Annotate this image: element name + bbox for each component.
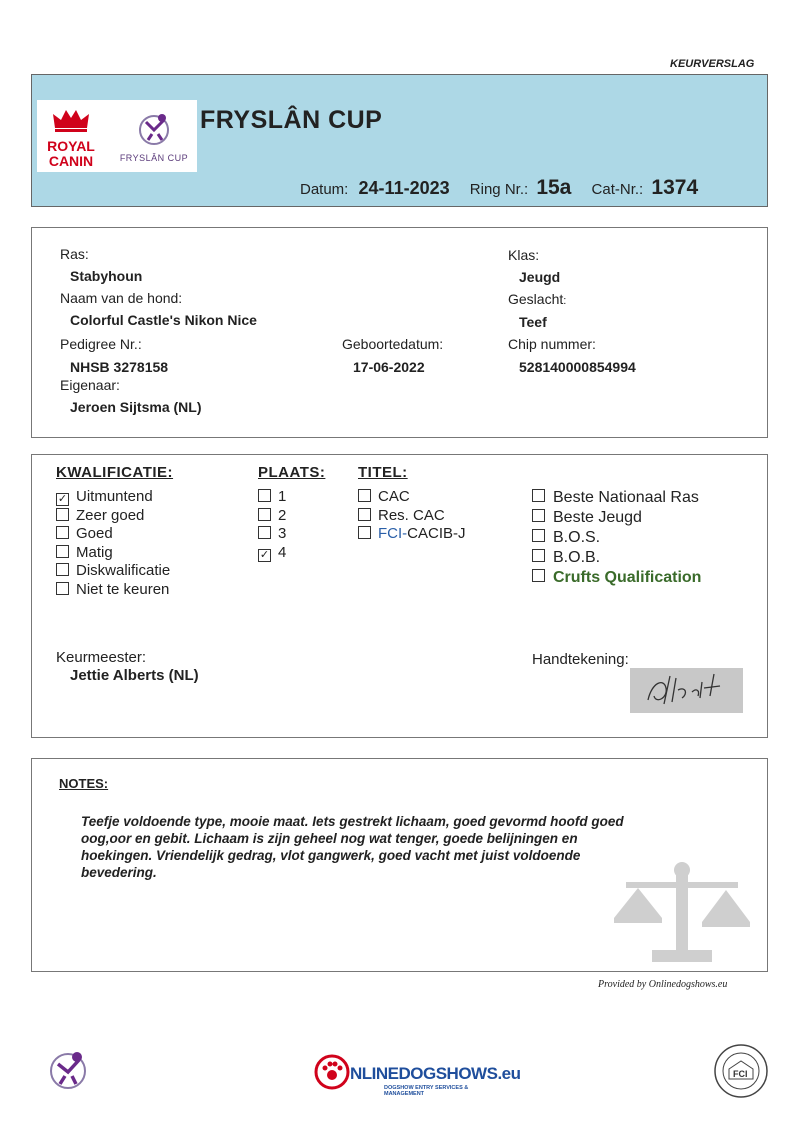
signature-icon — [630, 668, 743, 713]
checkbox-icon[interactable] — [358, 489, 371, 502]
extra-titles-list — [532, 488, 701, 588]
kwalificatie-option[interactable] — [56, 544, 170, 563]
chip-label: Chip nummer: — [508, 336, 596, 352]
plaats-option[interactable] — [258, 488, 286, 507]
option-label: Res. CAC — [378, 506, 445, 524]
option-label: CAC — [378, 488, 410, 505]
birth-value: 17-06-2022 — [353, 359, 425, 375]
extra-option[interactable] — [532, 568, 701, 588]
notes-line: hoekingen. Vriendelijk gedrag, vlot gangwerk, goed vacht met juist voldoende — [81, 848, 581, 863]
plaats-title: PLAATS: — [258, 464, 326, 481]
document-type: KEURVERSLAG — [670, 58, 755, 70]
extra-option[interactable] — [532, 488, 701, 508]
kwalificatie-title: KWALIFICATIE: — [56, 464, 174, 481]
option-label: 4 — [278, 543, 287, 561]
kwalificatie-option[interactable] — [56, 488, 170, 507]
fryslan-cup-logo — [115, 108, 193, 168]
checkbox-icon[interactable] — [56, 545, 69, 558]
name-label: Naam van de hond: — [60, 290, 183, 306]
checkbox-icon[interactable] — [258, 526, 271, 539]
checkbox-icon[interactable] — [358, 508, 371, 521]
checkbox-icon[interactable] — [258, 489, 271, 502]
plaats-option[interactable] — [258, 544, 286, 563]
klas-value: Jeugd — [519, 269, 561, 285]
sex-value: Teef — [519, 314, 547, 330]
birth-label: Geboortedatum: — [342, 336, 444, 352]
option-label: B.O.S. — [553, 529, 601, 546]
judge-label: Keurmeester: — [56, 649, 147, 666]
fryslan-cup-footer-logo-icon — [45, 1046, 91, 1097]
event-meta — [300, 176, 698, 200]
paw-icon — [314, 1054, 350, 1090]
plaats-option[interactable] — [258, 525, 286, 544]
titel-list — [358, 488, 466, 544]
checkbox-icon[interactable] — [56, 582, 69, 595]
pedigree-label: Pedigree Nr.: — [60, 336, 142, 352]
checkbox-icon[interactable]: ✓ — [57, 493, 68, 505]
notes-line: oog,oor en gebit. Lichaam is zijn geheel nog wat tenger, goede belijningen en — [81, 831, 578, 846]
kwalificatie-option[interactable] — [56, 525, 170, 544]
sex-label-colon: : — [563, 295, 567, 307]
notes-text — [81, 813, 624, 881]
option-label: Beste Jeugd — [553, 509, 642, 526]
option-label: B.O.B. — [553, 549, 601, 566]
judge-value: Jettie Alberts (NL) — [70, 667, 199, 684]
chip-value: 528140000854994 — [519, 359, 636, 375]
event-logos — [37, 100, 197, 172]
owner-value: Jeroen Sijtsma (NL) — [70, 399, 202, 415]
checkbox-icon[interactable] — [56, 563, 69, 576]
name-value: Colorful Castle's Nikon Nice — [70, 312, 257, 328]
notes-title: NOTES: — [59, 776, 109, 791]
extra-option[interactable] — [532, 508, 701, 528]
option-label: Diskwalificatie — [76, 562, 171, 579]
fryslan-cup-logo-text: FRYSLÂN CUP — [119, 153, 189, 163]
fci-seal-text: FCI — [733, 1069, 748, 1079]
fci-seal — [713, 1043, 769, 1099]
plaats-option[interactable] — [258, 507, 286, 526]
checkbox-icon[interactable] — [532, 489, 545, 502]
notes-line: bevedering. — [81, 865, 157, 880]
signature-label: Handtekening: — [532, 651, 629, 668]
klas-label: Klas: — [508, 247, 540, 263]
ras-value: Stabyhoun — [70, 268, 143, 284]
checkbox-icon[interactable] — [532, 549, 545, 562]
checkbox-icon[interactable] — [56, 508, 69, 521]
option-label: Niet te keuren — [76, 580, 170, 598]
sex-label — [508, 291, 566, 307]
fci-prefix: FCI- — [378, 525, 408, 542]
sex-label-text: Geslacht — [508, 291, 564, 307]
owner-label: Eigenaar: — [60, 377, 120, 393]
checkbox-icon[interactable] — [258, 508, 271, 521]
canin-text: CANIN — [48, 153, 94, 169]
option-label: 2 — [278, 506, 287, 524]
titel-title: TITEL: — [358, 464, 408, 481]
ras-label: Ras: — [60, 246, 89, 262]
scales-watermark-icon — [612, 860, 752, 970]
kwalificatie-option[interactable] — [56, 581, 170, 600]
option-label: Crufts Qualification — [553, 569, 702, 586]
option-label: CACIB-J — [407, 525, 466, 542]
option-label: Uitmuntend — [76, 488, 153, 505]
checkbox-icon[interactable]: ✓ — [259, 548, 270, 561]
option-label: 3 — [278, 525, 287, 542]
ring-value: 15a — [536, 176, 572, 199]
extra-option[interactable] — [532, 548, 701, 568]
crown-icon — [41, 106, 101, 134]
kwalificatie-option[interactable] — [56, 507, 170, 526]
date-value: 24-11-2023 — [358, 178, 450, 198]
option-label: Zeer goed — [76, 506, 145, 524]
signature-image — [630, 668, 743, 713]
royal-canin-logo — [41, 106, 101, 168]
royal-text: ROYAL — [47, 138, 95, 154]
provided-by: Provided by Onlinedogshows.eu — [598, 979, 728, 990]
onlinedogshows-logo — [314, 1054, 521, 1097]
checkbox-icon[interactable] — [56, 526, 69, 539]
checkbox-icon[interactable] — [532, 569, 545, 582]
dog-logo-icon — [134, 108, 174, 148]
ods-logo-text: NLINEDOGSHOWS.eu — [350, 1064, 521, 1083]
ring-label: Ring Nr.: — [469, 181, 529, 198]
option-label: Matig — [76, 543, 113, 561]
kwalificatie-list — [56, 488, 170, 599]
option-label: Goed — [76, 525, 113, 542]
cat-label: Cat-Nr.: — [591, 181, 644, 198]
extra-option[interactable] — [532, 528, 701, 548]
checkbox-icon[interactable] — [358, 526, 371, 539]
option-label: 1 — [278, 488, 287, 505]
ods-logo-subtext: DOGSHOW ENTRY SERVICES & MANAGEMENT — [384, 1085, 469, 1097]
titel-option[interactable] — [358, 488, 466, 507]
cat-value: 1374 — [651, 176, 699, 199]
kwalificatie-option[interactable] — [56, 562, 170, 581]
pedigree-value: NHSB 3278158 — [70, 359, 169, 375]
titel-option[interactable] — [358, 507, 466, 526]
titel-option[interactable] — [358, 525, 466, 544]
checkbox-icon[interactable] — [532, 509, 545, 522]
option-label: Beste Nationaal Ras — [553, 489, 699, 506]
checkbox-icon[interactable] — [532, 529, 545, 542]
plaats-list — [258, 488, 286, 562]
date-label: Datum: — [300, 181, 349, 198]
notes-line: Teefje voldoende type, mooie maat. Iets gestrekt lichaam, goed gevormd hoofd goed — [81, 814, 624, 829]
event-title: FRYSLÂN CUP — [200, 106, 383, 134]
